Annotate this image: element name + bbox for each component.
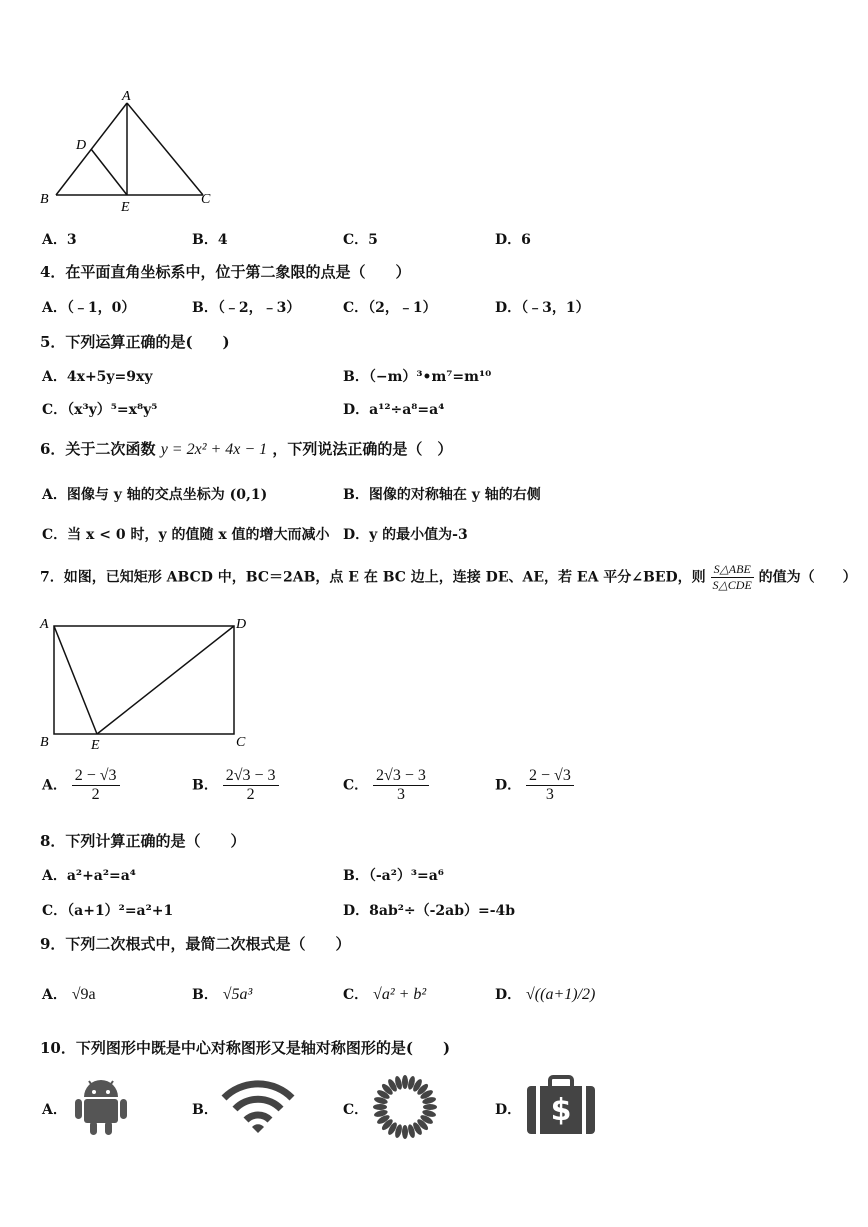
- q7-option-b: [192, 767, 279, 804]
- q4-option-d: D．（﹣3，1）: [495, 300, 590, 316]
- q7-option-b-letter: B．: [192, 777, 218, 794]
- q9-option-d-expr: √((a+1)/2): [526, 986, 596, 1003]
- q7-option-a: [42, 767, 120, 804]
- q9-option-c-letter: C．: [343, 987, 369, 1003]
- fig1-label-e: E: [121, 200, 130, 215]
- q5-option-b: B．（−m）³•m⁷=m¹⁰: [343, 369, 492, 385]
- q7-ratio-denominator: S△CDE: [712, 578, 752, 592]
- q7-option-c-den: 3: [396, 786, 405, 803]
- android-icon: [72, 1075, 130, 1137]
- q6-function-expr: y = 2x² + 4x − 1: [160, 441, 268, 458]
- triangle-figure: [38, 85, 218, 215]
- q8-stem: 8．下列计算正确的是（ ）: [40, 832, 246, 850]
- q4-option-b: B．（﹣2，﹣3）: [192, 300, 301, 316]
- q10-option-c-letter: C．: [343, 1102, 369, 1118]
- q7-option-a-letter: A．: [42, 777, 67, 794]
- q7-option-b-frac: [223, 767, 279, 804]
- q10-option-b-letter: B．: [192, 1102, 218, 1118]
- q9-option-c: [343, 984, 426, 1004]
- q7-option-d: [495, 767, 574, 804]
- q4-option-a: A．（﹣1，0）: [42, 300, 136, 316]
- q4-option-c: C．（2，﹣1）: [343, 300, 437, 316]
- q9-option-a-expr: √9a: [71, 986, 96, 1003]
- q6-stem: [40, 438, 452, 459]
- q6-option-a: A．图像与 y 轴的交点坐标为 (0,1): [42, 487, 268, 503]
- q7-option-c: [343, 767, 429, 804]
- q10-option-d-letter: D．: [495, 1102, 522, 1118]
- fig1-label-b: B: [40, 192, 49, 207]
- q9-option-c-expr: √a² + b²: [373, 986, 427, 1003]
- q7-stem-pre: 7．如图，已知矩形 ABCD 中，BC＝2AB，点 E 在 BC 边上，连接 DE、AE，若 EA 平分∠BED，则: [40, 569, 706, 586]
- q9-option-b: [192, 984, 252, 1004]
- fig1-label-d: D: [76, 138, 87, 153]
- q8-option-b: B．（-a²）³=a⁶: [343, 868, 444, 884]
- fig2-label-a: A: [40, 617, 49, 632]
- q7-option-c-frac: [373, 767, 429, 804]
- sunburst-icon: [370, 1074, 440, 1140]
- fig1-label-a: A: [122, 89, 131, 104]
- fig2-label-e: E: [91, 738, 100, 752]
- q9-option-a: [42, 984, 96, 1004]
- q5-option-c: C．（x³y）⁵=x⁸y⁵: [42, 402, 158, 418]
- q7-option-d-den: 3: [545, 786, 554, 803]
- q9-option-b-expr: √5a³: [222, 986, 253, 1003]
- wifi-icon: [220, 1076, 296, 1134]
- q7-stem-post: 的值为（ ）: [758, 569, 857, 586]
- q7-option-d-frac: [526, 767, 574, 804]
- q7-option-a-frac: [72, 767, 120, 804]
- q3-option-a: A．3: [42, 232, 77, 248]
- q3-option-c: C．5: [343, 232, 378, 248]
- rectangle-figure: [38, 612, 258, 752]
- q7-option-d-num: 2 − √3: [526, 767, 574, 786]
- q8-option-c: C．（a+1）²=a²+1: [42, 903, 174, 919]
- q10-option-a-letter: A．: [42, 1102, 67, 1118]
- q9-option-a-letter: A．: [42, 987, 67, 1003]
- q7-option-b-den: 2: [246, 786, 255, 803]
- q7-area-ratio: [711, 562, 754, 593]
- q7-option-c-num: 2√3 − 3: [373, 767, 429, 786]
- q7-option-a-den: 2: [91, 786, 100, 803]
- q4-stem: 4．在平面直角坐标系中，位于第二象限的点是（ ）: [40, 263, 411, 281]
- q7-option-c-letter: C．: [343, 777, 369, 794]
- q8-option-a: A．a²+a²=a⁴: [42, 868, 136, 884]
- q5-option-d: D．a¹²÷a⁸=a⁴: [343, 402, 445, 418]
- q7-ratio-numerator: S△ABE: [711, 562, 754, 578]
- fig2-label-b: B: [40, 735, 49, 750]
- fig2-label-d: D: [236, 617, 247, 632]
- q9-option-b-letter: B．: [192, 987, 218, 1003]
- q3-option-d: D．6: [495, 232, 531, 248]
- q5-stem: 5．下列运算正确的是( ): [40, 333, 230, 351]
- q6-option-c: C．当 x < 0 时，y 的值随 x 值的增大而减小: [42, 527, 330, 543]
- q8-option-d: D．8ab²÷（-2ab）=-4b: [343, 903, 516, 919]
- q6-option-d: D．y 的最小值为-3: [343, 527, 468, 543]
- q9-stem: 9．下列二次根式中，最简二次根式是（ ）: [40, 935, 351, 953]
- q10-stem: 10．下列图形中既是中心对称图形又是轴对称图形的是( ): [40, 1039, 451, 1057]
- svg-text:$: $: [550, 1093, 572, 1128]
- q7-option-a-num: 2 − √3: [72, 767, 120, 786]
- q6-stem-pre: 6．关于二次函数: [40, 440, 156, 458]
- q7-stem: [40, 562, 857, 593]
- q6-option-b: B．图像的对称轴在 y 轴的右侧: [343, 487, 541, 503]
- q9-option-d: [495, 984, 595, 1004]
- q7-option-b-num: 2√3 − 3: [223, 767, 279, 786]
- fig2-label-c: C: [236, 735, 246, 750]
- money-briefcase-icon: [524, 1074, 598, 1136]
- q7-option-d-letter: D．: [495, 777, 522, 794]
- fig1-label-c: C: [201, 192, 211, 207]
- q3-option-b: B．4: [192, 232, 228, 248]
- q6-stem-post: ，下列说法正确的是（ ）: [272, 440, 453, 458]
- q9-option-d-letter: D．: [495, 987, 522, 1003]
- q5-option-a: A．4x+5y=9xy: [42, 369, 153, 385]
